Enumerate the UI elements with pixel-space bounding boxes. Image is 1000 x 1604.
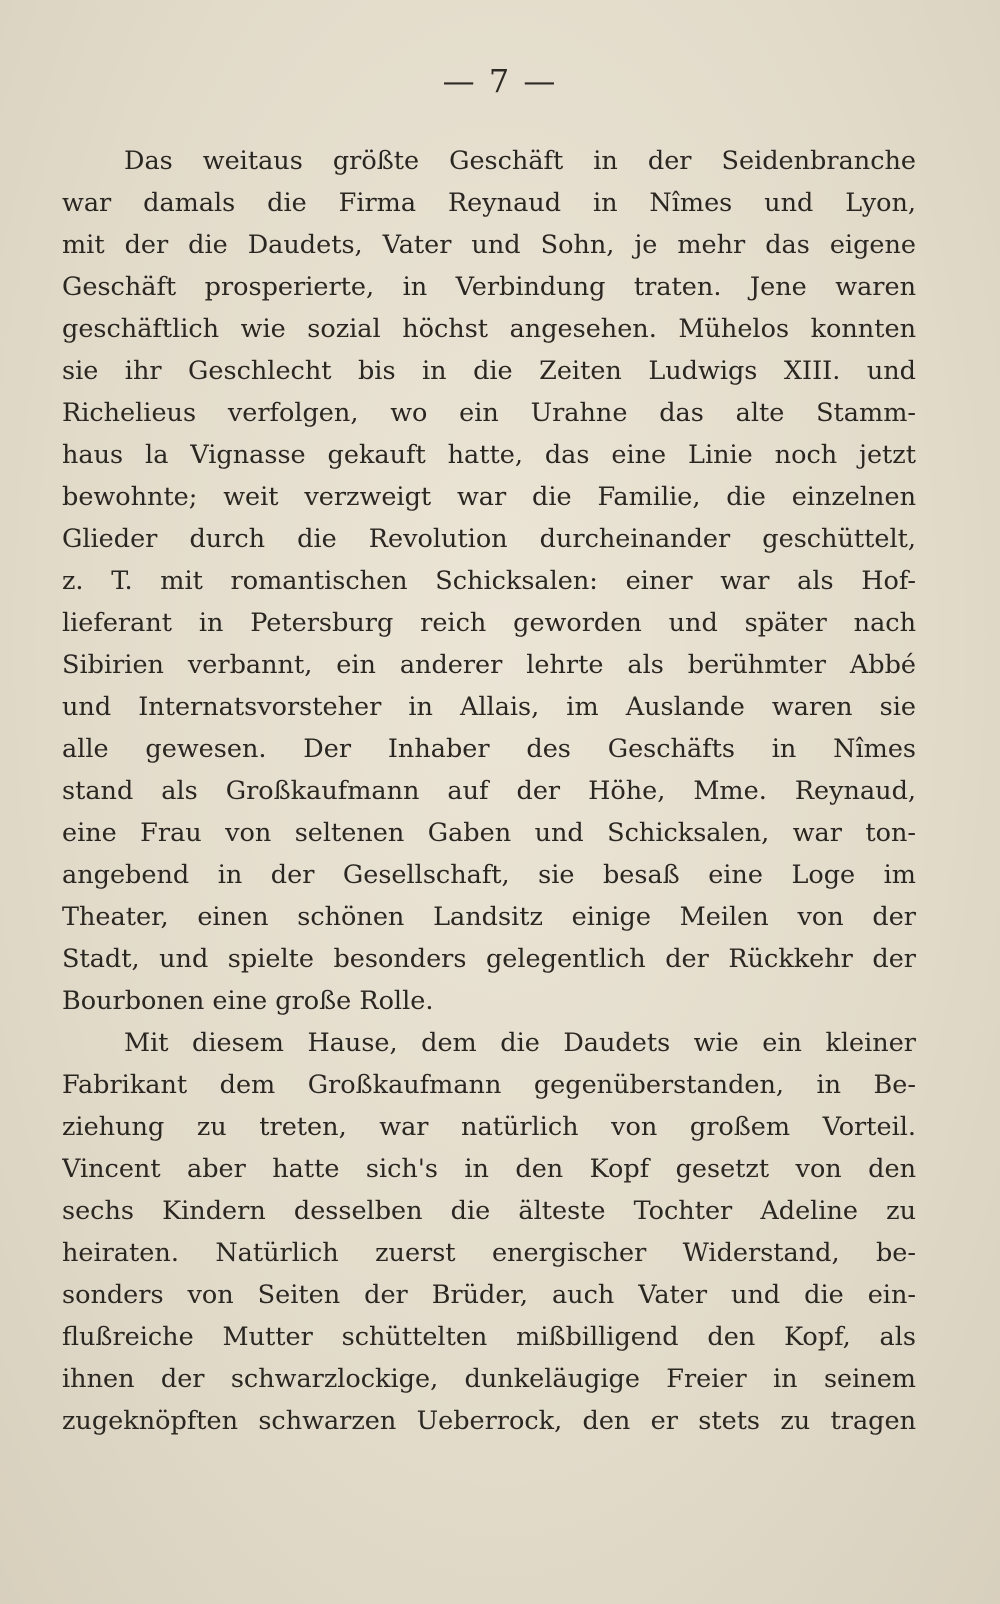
text-line: mit der die Daudets, Vater und Sohn, je mehr das eigene xyxy=(62,230,916,260)
paragraph-last-line: Bourbonen eine große Rolle. xyxy=(62,986,434,1016)
text-line: haus la Vignasse gekauft hatte, das eine Linie noch jetzt xyxy=(62,440,916,470)
text-line: und Internatsvorsteher in Allais, im Auslande waren sie xyxy=(62,692,916,722)
text-line: eine Frau von seltenen Gaben und Schicksalen, war ton- xyxy=(62,818,916,848)
text-line: ihnen der schwarzlockige, dunkeläugige Freier in seinem xyxy=(62,1364,916,1394)
text-line: Fabrikant dem Großkaufmann gegenüberstanden, in Be- xyxy=(62,1070,916,1100)
text-line: bewohnte; weit verzweigt war die Familie, die einzelnen xyxy=(62,482,916,512)
text-line: Glieder durch die Revolution durcheinander geschüttelt, xyxy=(62,524,916,554)
text-line: z. T. mit romantischen Schicksalen: einer war als Hof- xyxy=(62,566,916,596)
text-line: heiraten. Natürlich zuerst energischer Widerstand, be- xyxy=(62,1238,916,1268)
text-line: ziehung zu treten, war natürlich von großem Vorteil. xyxy=(62,1112,916,1142)
text-line: flußreiche Mutter schüttelten mißbilligend den Kopf, als xyxy=(62,1322,916,1352)
text-line: alle gewesen. Der Inhaber des Geschäfts in Nîmes xyxy=(62,734,916,764)
text-line: Vincent aber hatte sich's in den Kopf gesetzt von den xyxy=(62,1154,916,1184)
text-line: Das weitaus größte Geschäft in der Seidenbranche xyxy=(124,146,916,176)
text-line: Richelieus verfolgen, wo ein Urahne das alte Stamm- xyxy=(62,398,916,428)
text-line: lieferant in Petersburg reich geworden und später nach xyxy=(62,608,916,638)
text-line: Mit diesem Hause, dem die Daudets wie ein kleiner xyxy=(124,1028,916,1058)
text-line: stand als Großkaufmann auf der Höhe, Mme. Reynaud, xyxy=(62,776,916,806)
text-line: Theater, einen schönen Landsitz einige Meilen von der xyxy=(62,902,916,932)
body-text xyxy=(62,140,916,1442)
text-line: zugeknöpften schwarzen Ueberrock, den er stets zu tragen xyxy=(62,1406,916,1436)
text-line: geschäftlich wie sozial höchst angesehen. Mühelos konnten xyxy=(62,314,916,344)
text-line: sie ihr Geschlecht bis in die Zeiten Ludwigs XIII. und xyxy=(62,356,916,386)
page-number: — 7 — xyxy=(442,62,558,100)
text-line: Stadt, und spielte besonders gelegentlich der Rückkehr der xyxy=(62,944,916,974)
text-line: Geschäft prosperierte, in Verbindung traten. Jene waren xyxy=(62,272,916,302)
text-line: sonders von Seiten der Brüder, auch Vater und die ein- xyxy=(62,1280,916,1310)
text-line: Sibirien verbannt, ein anderer lehrte als berühmter Abbé xyxy=(62,650,916,680)
text-line: sechs Kindern desselben die älteste Tochter Adeline zu xyxy=(62,1196,916,1226)
text-line: war damals die Firma Reynaud in Nîmes und Lyon, xyxy=(62,188,916,218)
text-line: angebend in der Gesellschaft, sie besaß eine Loge im xyxy=(62,860,916,890)
